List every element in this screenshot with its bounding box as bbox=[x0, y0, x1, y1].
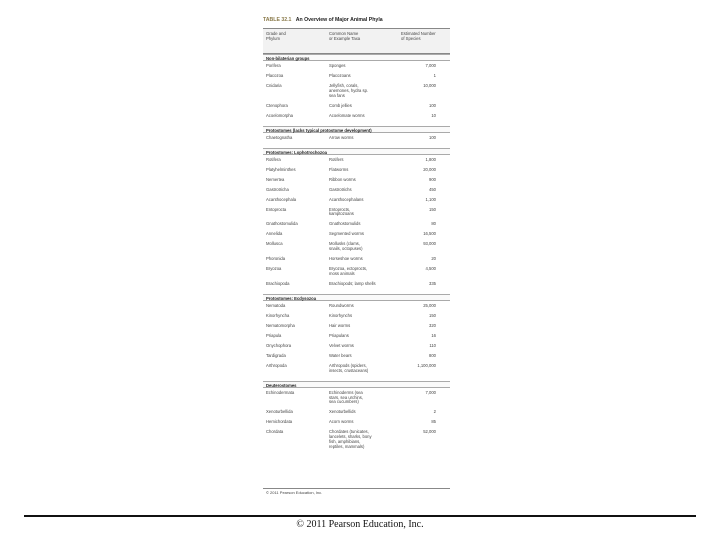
species-count: 52,000 bbox=[423, 429, 436, 435]
phylum-name: Echinodermata bbox=[266, 389, 295, 395]
common-name: Hair worms bbox=[329, 323, 351, 328]
group-heading: Deuterostomes bbox=[263, 381, 450, 388]
common-name: Flatworms bbox=[329, 166, 349, 172]
species-count: 16,500 bbox=[423, 231, 436, 237]
header-common-name: Common Name or Example Taxa bbox=[329, 31, 361, 41]
species-count: 20 bbox=[431, 256, 436, 262]
group-heading: Protostomes (lacks typical protostome development) bbox=[263, 126, 450, 133]
phylum-name: Kinorhyncha bbox=[266, 313, 290, 318]
species-count: 7,000 bbox=[425, 389, 436, 395]
species-count: 1 bbox=[433, 73, 436, 78]
group-heading: Protostomes: Ecdysozoa bbox=[263, 294, 450, 301]
animal-phyla-table bbox=[263, 14, 450, 500]
species-count: 16 bbox=[431, 333, 436, 338]
table-title-text: An Overview of Major Animal Phyla bbox=[295, 17, 383, 23]
slide-divider bbox=[24, 515, 696, 517]
species-count: 320 bbox=[429, 323, 436, 328]
common-name: Chordates (tunicates, lancelets, sharks, bony fish, amphibians, reptiles, mammals) bbox=[329, 429, 372, 449]
species-count: 800 bbox=[429, 353, 436, 358]
common-name: Comb jellies bbox=[329, 102, 352, 108]
phylum-name: Hemichordata bbox=[266, 419, 293, 425]
phylum-name: Rotifera bbox=[266, 156, 281, 162]
species-count: 80 bbox=[431, 221, 436, 227]
species-count: 450 bbox=[429, 186, 436, 192]
common-name: Horseshoe worms bbox=[329, 256, 363, 262]
common-name: Kinorhynchs bbox=[329, 313, 353, 318]
common-name: Roundworms bbox=[329, 303, 354, 308]
group-heading: Non-bilaterian groups bbox=[263, 54, 450, 61]
common-name: Velvet worms bbox=[329, 343, 354, 348]
species-count: 100 bbox=[429, 134, 436, 140]
phylum-name: Onychophora bbox=[266, 343, 292, 348]
phylum-name: Placozoa bbox=[266, 73, 284, 78]
phylum-name: Platyhelminthes bbox=[266, 166, 296, 172]
species-count: 20,000 bbox=[423, 166, 436, 172]
common-name: Xenoturbellids bbox=[329, 409, 356, 415]
common-name: Echinoderms (sea stars, sea urchins, sea cucumbers) bbox=[329, 389, 363, 405]
species-count: 335 bbox=[429, 281, 436, 286]
common-name: Bryozoa, ectoprocts, moss animals bbox=[329, 266, 368, 276]
phylum-name: Priapula bbox=[266, 333, 282, 338]
phylum-name: Tardigrada bbox=[266, 353, 286, 358]
phylum-name: Nematomorpha bbox=[266, 323, 295, 328]
common-name: Placozoans bbox=[329, 73, 351, 78]
phylum-name: Acanthocephala bbox=[266, 196, 297, 202]
table-footer: © 2011 Pearson Education, Inc. bbox=[266, 490, 323, 495]
species-count: 4,500 bbox=[425, 266, 436, 272]
table-number: TABLE 32.1 bbox=[263, 17, 292, 23]
phylum-name: Gnathostomulida bbox=[266, 221, 298, 227]
slide-copyright: © 2011 Pearson Education, Inc. bbox=[296, 519, 424, 530]
common-name: Mollusks (clams, snails, octopuses) bbox=[329, 241, 363, 252]
phylum-name: Xenoturbellida bbox=[266, 409, 293, 415]
species-count: 150 bbox=[429, 313, 436, 318]
species-count: 110 bbox=[429, 343, 436, 348]
species-count: 2 bbox=[433, 409, 436, 415]
table-title bbox=[263, 14, 450, 26]
common-name: Water bears bbox=[329, 353, 352, 358]
phylum-name: Chordata bbox=[266, 429, 284, 435]
common-name: Gnathostomulids bbox=[329, 221, 361, 227]
phylum-name: Porifera bbox=[266, 63, 281, 68]
common-name: Acoelomate worms bbox=[329, 112, 365, 118]
common-name: Arthropods (spiders, insects, crustaceans) bbox=[329, 363, 369, 373]
common-name: Gastrotrichs bbox=[329, 186, 352, 192]
species-count: 100 bbox=[429, 102, 436, 108]
phylum-name: Entoprocta bbox=[266, 206, 287, 212]
phylum-name: Nematoda bbox=[266, 303, 286, 308]
table-bottom-rule bbox=[263, 488, 450, 489]
phylum-name: Chaetognatha bbox=[266, 134, 293, 140]
species-count: 1,800 bbox=[425, 156, 436, 162]
species-count: 10,000 bbox=[423, 83, 436, 88]
species-count: 1,100,000 bbox=[417, 363, 436, 368]
header-species-count: Estimated Number of Species bbox=[401, 31, 436, 41]
species-count: 150 bbox=[429, 206, 436, 212]
phylum-name: Ctenophora bbox=[266, 102, 288, 108]
phylum-name: Annelida bbox=[266, 231, 283, 237]
species-count: 10 bbox=[431, 112, 436, 118]
common-name: Rotifers bbox=[329, 156, 344, 162]
common-name: Acorn worms bbox=[329, 419, 354, 425]
phylum-name: Bryozoa bbox=[266, 266, 282, 272]
phylum-name: Acoelomorpha bbox=[266, 112, 294, 118]
common-name: Segmented worms bbox=[329, 231, 364, 237]
phylum-name: Nemertea bbox=[266, 176, 285, 182]
species-count: 25,000 bbox=[423, 303, 436, 308]
species-count: 93,000 bbox=[423, 241, 436, 247]
header-grade-phylum: Grade and Phylum bbox=[266, 31, 286, 41]
common-name: Priapulans bbox=[329, 333, 349, 338]
species-count: 1,100 bbox=[425, 196, 436, 202]
common-name: Jellyfish, corals, anemones, hydra sp. sea fans bbox=[329, 83, 369, 98]
phylum-name: Gastrotricha bbox=[266, 186, 289, 192]
species-count: 7,000 bbox=[425, 63, 436, 68]
common-name: Entoprocts, kamptozoans bbox=[329, 206, 354, 217]
common-name: Ribbon worms bbox=[329, 176, 356, 182]
common-name: Acanthocephalans bbox=[329, 196, 364, 202]
phylum-name: Phoronida bbox=[266, 256, 286, 262]
group-heading: Protostomes: Lophotrochozoa bbox=[263, 148, 450, 155]
common-name: Brachiopods; lamp shells bbox=[329, 281, 376, 286]
common-name: Arrow worms bbox=[329, 134, 354, 140]
table-header bbox=[263, 28, 450, 54]
species-count: 85 bbox=[431, 419, 436, 425]
phylum-name: Brachiopoda bbox=[266, 281, 290, 286]
species-count: 900 bbox=[429, 176, 436, 182]
phylum-name: Cnidaria bbox=[266, 83, 282, 88]
phylum-name: Arthropoda bbox=[266, 363, 287, 368]
common-name: Sponges bbox=[329, 63, 346, 68]
phylum-name: Mollusca bbox=[266, 241, 283, 247]
